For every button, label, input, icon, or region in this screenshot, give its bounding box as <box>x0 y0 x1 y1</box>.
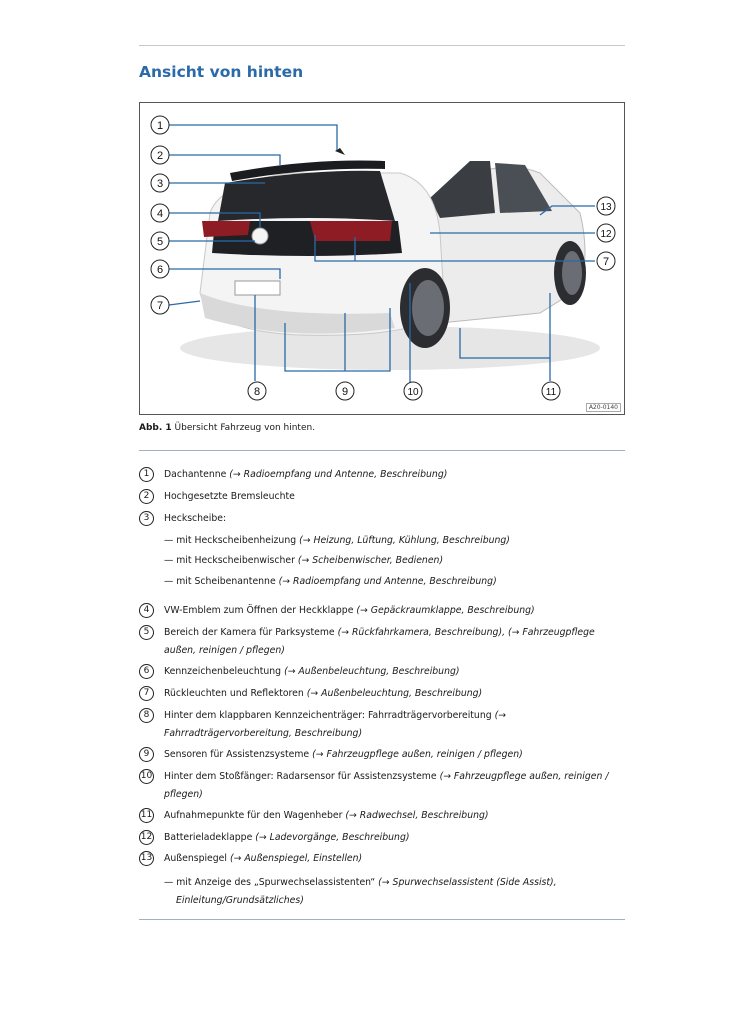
cross-ref-link[interactable]: (→ Spurwechselassistent (Side Assist), <box>378 877 557 888</box>
figure-code: A20-0140 <box>586 403 621 412</box>
cross-ref-link[interactable]: (→ Außenbeleuchtung, Beschreibung) <box>306 688 483 699</box>
cross-ref-link[interactable]: (→ Radioempfang und Antenne, Beschreibung) <box>229 469 448 480</box>
svg-text:7: 7 <box>602 256 610 268</box>
svg-text:10: 10 <box>407 387 419 398</box>
svg-text:3: 3 <box>156 178 164 190</box>
cross-ref-link[interactable]: außen, reinigen / pflegen) <box>164 645 285 656</box>
callout-1 <box>151 116 169 134</box>
separator-rule <box>139 450 625 451</box>
section-title: Ansicht von hinten <box>139 63 304 81</box>
cross-ref-link[interactable]: (→ Außenbeleuchtung, Beschreibung) <box>284 666 460 677</box>
callout-7-left <box>151 296 169 314</box>
sub-item-rear-wiper: — mit Heckscheibenwischer (→ Scheibenwischer, Bedienen) <box>164 555 444 566</box>
cross-ref-link[interactable]: Fahrradträgervorbereitung, Beschreibung) <box>164 728 363 739</box>
cross-ref-link[interactable]: (→ Scheibenwischer, Bedienen) <box>297 555 444 566</box>
callout-2 <box>151 146 169 164</box>
callout-13 <box>597 197 615 215</box>
vehicle-rear-figure <box>139 102 625 415</box>
callout-5 <box>151 232 169 250</box>
svg-text:5: 5 <box>156 236 164 248</box>
callout-4 <box>151 204 169 222</box>
figure-caption <box>139 423 315 433</box>
svg-text:1: 1 <box>156 120 164 132</box>
svg-text:13: 13 <box>600 202 612 213</box>
bottom-rule <box>139 919 625 920</box>
callout-12 <box>597 224 615 242</box>
svg-text:12: 12 <box>600 229 612 240</box>
cross-ref-link[interactable]: (→ Fahrzeugpflege außen, reinigen / pflegen) <box>312 749 523 760</box>
svg-text:2: 2 <box>156 150 164 162</box>
cross-ref-link[interactable]: (→ Fahrzeugpflege außen, reinigen / <box>439 771 609 782</box>
cross-ref-link[interactable]: (→ Gepäckraumklappe, Beschreibung) <box>356 605 535 616</box>
callout-6 <box>151 260 169 278</box>
cross-ref-link[interactable]: (→ Radwechsel, Beschreibung) <box>345 810 489 821</box>
callout-3 <box>151 174 169 192</box>
cross-ref-link[interactable]: (→ Rückfahrkamera, Beschreibung), (→ Fahrzeugpflege <box>337 627 595 638</box>
sub-item-side-assist: — mit Anzeige des „Spurwechselassistenten“ (→ Spurwechselassistent (Side Assist), Einleitung/Grundsätzliches) <box>164 877 557 906</box>
cross-ref-link[interactable]: (→ <box>494 710 507 721</box>
cross-ref-link[interactable]: (→ Ladevorgänge, Beschreibung) <box>255 832 410 843</box>
top-rule <box>139 45 625 46</box>
svg-text:4: 4 <box>156 208 164 220</box>
car-illustration <box>140 103 625 415</box>
cross-ref-link[interactable]: (→ Radioempfang und Antenne, Beschreibung) <box>278 576 497 587</box>
svg-text:6: 6 <box>156 264 164 276</box>
caption-text: Übersicht Fahrzeug von hinten. <box>174 423 316 433</box>
svg-text:9: 9 <box>341 386 349 398</box>
callout-7-right <box>597 252 615 270</box>
svg-text:11: 11 <box>545 387 557 398</box>
callout-8 <box>248 382 266 400</box>
cross-ref-link[interactable]: (→ Außenspiegel, Einstellen) <box>229 853 363 864</box>
caption-label: Abb. 1 <box>139 423 172 433</box>
cross-ref-link[interactable]: Einleitung/Grundsätzliches) <box>176 895 304 906</box>
callout-11 <box>542 382 560 400</box>
svg-text:7: 7 <box>156 300 164 312</box>
sub-item-window-antenna: — mit Scheibenantenne (→ Radioempfang und Antenne, Beschreibung) <box>164 576 497 587</box>
svg-text:8: 8 <box>253 386 261 398</box>
callout-10 <box>404 382 422 400</box>
cross-ref-link[interactable]: (→ Heizung, Lüftung, Kühlung, Beschreibung) <box>299 535 510 546</box>
sub-item-rear-window-heating: — mit Heckscheibenheizung (→ Heizung, Lüftung, Kühlung, Beschreibung) <box>164 535 510 546</box>
cross-ref-link[interactable]: pflegen) <box>164 789 203 800</box>
callout-9 <box>336 382 354 400</box>
